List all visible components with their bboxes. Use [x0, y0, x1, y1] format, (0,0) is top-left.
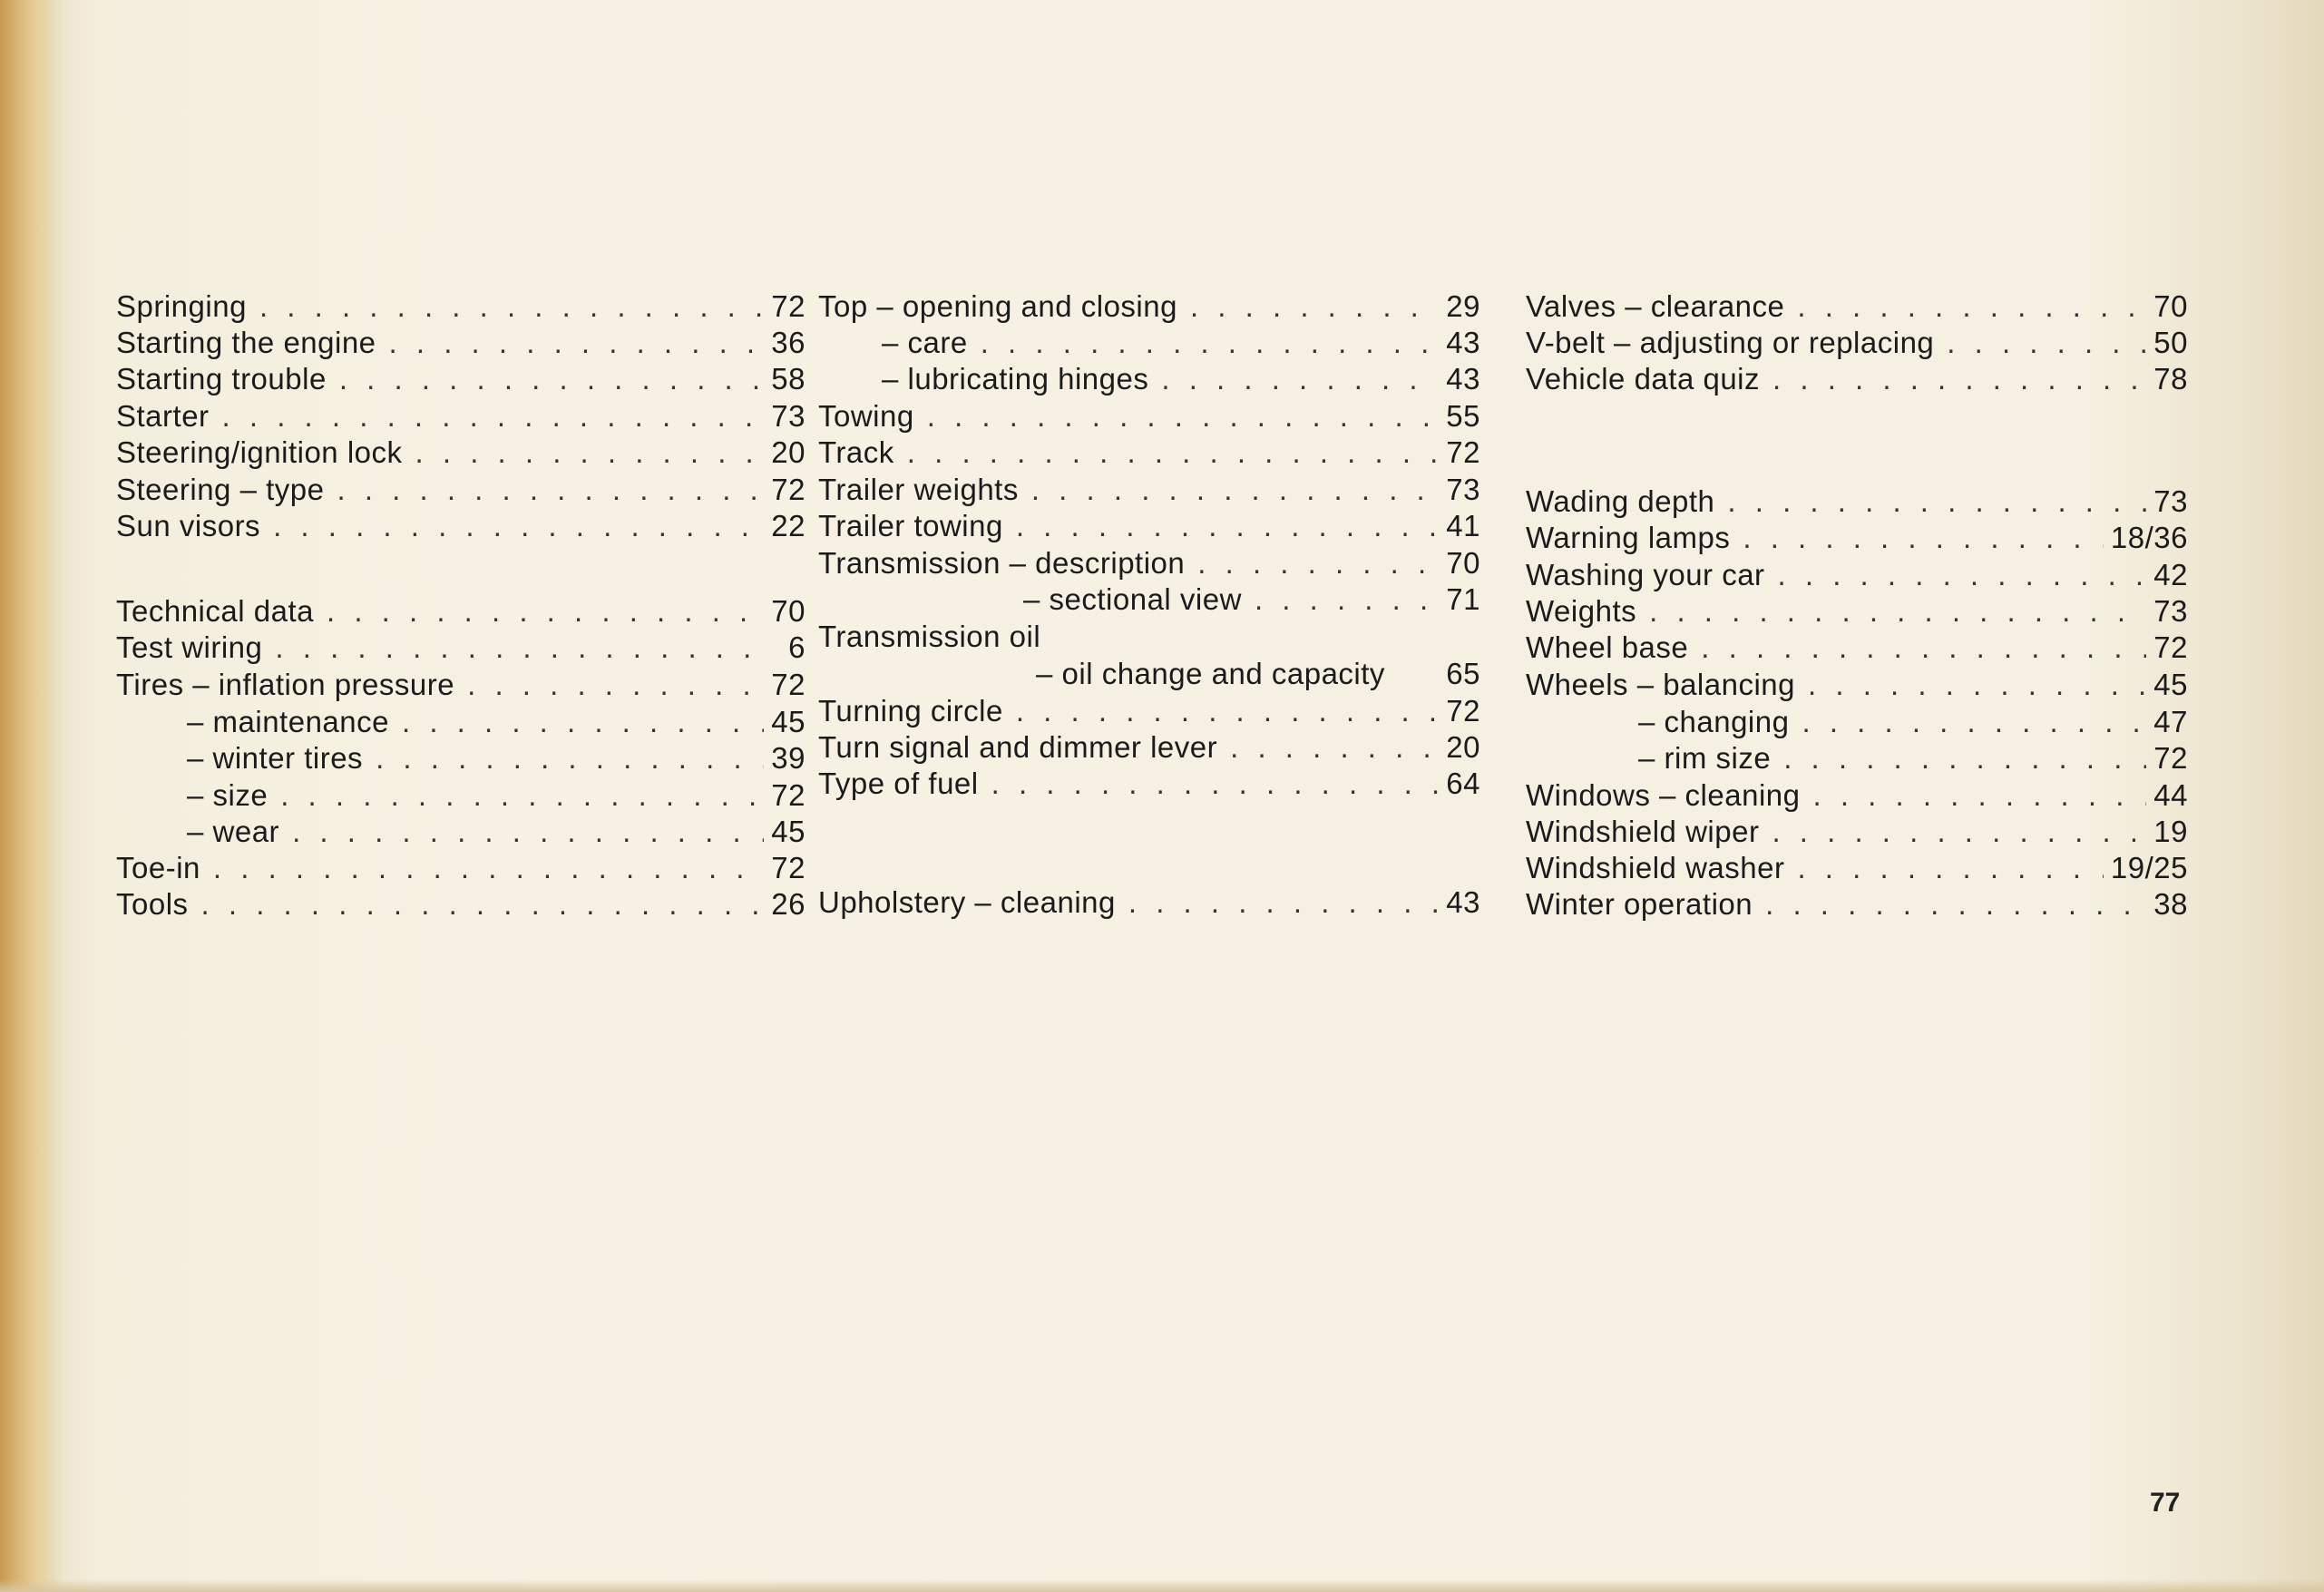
dot-leader [201, 886, 764, 923]
entry-label: Wheel base [1526, 630, 1689, 664]
dot-leader [1197, 545, 1439, 581]
entry-page: 70 [1446, 546, 1480, 580]
dot-leader [213, 850, 764, 886]
entry-label: – lubricating hinges [882, 362, 1149, 396]
index-entry [116, 630, 806, 666]
index-entry [1526, 850, 2188, 886]
index-entry [818, 435, 1480, 471]
index-entry [818, 288, 1480, 325]
dot-leader [415, 435, 764, 471]
index-entry [1526, 557, 2188, 593]
entry-page: 65 [1446, 657, 1480, 690]
entry-label: Windows – cleaning [1526, 778, 1801, 812]
entry-label: Toe-in [116, 851, 200, 884]
entry-label: – maintenance [187, 705, 389, 738]
index-entry [116, 435, 806, 471]
index-entry [1526, 740, 2188, 776]
index-entry [1526, 325, 2188, 361]
entry-label: Steering/ignition lock [116, 435, 403, 469]
index-entry [818, 361, 1480, 397]
index-entry [818, 581, 1480, 618]
index-entry [116, 886, 806, 923]
index-entry [116, 288, 806, 325]
entry-label: Transmission oil [818, 620, 1041, 653]
entry-label: – sectional view [1023, 582, 1242, 616]
dot-leader [1772, 814, 2146, 850]
dot-leader [1797, 850, 2103, 886]
entry-page: 36 [771, 326, 806, 359]
dot-leader [339, 361, 764, 397]
index-entry [818, 508, 1480, 544]
entry-page: 45 [2153, 668, 2188, 701]
dot-leader [927, 398, 1439, 435]
index-entry [116, 361, 806, 397]
entry-page: 19 [2153, 815, 2188, 848]
dot-leader [1813, 777, 2147, 814]
dot-leader [1947, 325, 2146, 361]
dot-leader [1649, 593, 2146, 630]
index-entry [116, 593, 806, 630]
dot-leader [1230, 729, 1439, 766]
entry-label: Springing [116, 289, 247, 323]
entry-label: – oil change and capacity [1036, 657, 1385, 690]
entry-page: 29 [1446, 289, 1480, 323]
dot-leader [1772, 361, 2146, 397]
dot-leader [280, 777, 764, 814]
index-entry [1526, 630, 2188, 666]
index-entry [1526, 520, 2188, 556]
dot-leader [327, 593, 764, 630]
dot-leader [1190, 288, 1439, 325]
entry-label: Vehicle data quiz [1526, 362, 1761, 396]
entry-label: – wear [187, 815, 280, 848]
entry-label: Towing [818, 399, 914, 433]
dot-leader [1255, 581, 1439, 618]
index-entry [818, 693, 1480, 729]
entry-page: 72 [2153, 741, 2188, 775]
entry-page: 73 [2153, 484, 2188, 518]
entry-label: Starting the engine [116, 326, 376, 359]
dot-leader [1808, 667, 2146, 703]
index-entry [1526, 704, 2188, 740]
dot-leader [337, 472, 764, 508]
dot-leader [402, 704, 764, 740]
entry-label: Tools [116, 887, 189, 921]
index-entry [818, 729, 1480, 766]
entry-label: Type of fuel [818, 767, 979, 800]
entry-label: – size [187, 778, 269, 812]
entry-label: Windshield washer [1526, 851, 1785, 884]
index-entry [116, 704, 806, 740]
entry-label: Starter [116, 399, 210, 433]
entry-label: Windshield wiper [1526, 815, 1760, 848]
dot-leader [259, 288, 764, 325]
entry-label: Trailer towing [818, 509, 1003, 542]
index-entry [116, 398, 806, 435]
index-entry [1526, 288, 2188, 325]
dot-leader [981, 325, 1439, 361]
entry-label: Top – opening and closing [818, 289, 1177, 323]
entry-page: 70 [771, 594, 806, 628]
index-entry [818, 656, 1480, 692]
entry-label: – rim size [1638, 741, 1772, 775]
entry-label: Track [818, 435, 894, 469]
dot-leader [1016, 693, 1439, 729]
index-entry [116, 472, 806, 508]
index-entry [116, 325, 806, 361]
index-entry [818, 545, 1480, 581]
entry-page: 78 [2153, 362, 2188, 396]
entry-page: 58 [771, 362, 806, 396]
entry-label: Washing your car [1526, 558, 1765, 591]
entry-page: 72 [771, 473, 806, 506]
index-entry [116, 508, 806, 544]
index-entry [116, 777, 806, 814]
entry-page: 18/36 [2110, 521, 2188, 554]
page-number: 77 [2150, 1488, 2181, 1518]
entry-page: 72 [771, 778, 806, 812]
dot-leader [1743, 520, 2104, 556]
index-entry [116, 814, 806, 850]
dot-leader [275, 630, 764, 666]
index-entry [818, 472, 1480, 508]
entry-label: Wheels – balancing [1526, 668, 1796, 701]
index-entry [1526, 593, 2188, 630]
index-entry [1526, 667, 2188, 703]
entry-label: Weights [1526, 594, 1637, 628]
entry-label: Test wiring [116, 630, 263, 664]
entry-label: Trailer weights [818, 473, 1019, 506]
entry-label: Turn signal and dimmer lever [818, 730, 1218, 764]
index-entry [116, 667, 806, 703]
dot-leader [1031, 472, 1439, 508]
entry-page: 22 [771, 509, 806, 542]
entry-page: 6 [788, 630, 806, 664]
dot-leader [467, 667, 764, 703]
entry-label: Technical data [116, 594, 314, 628]
dot-leader [991, 766, 1439, 802]
entry-label: Transmission – description [818, 546, 1186, 580]
entry-page: 43 [1446, 326, 1480, 359]
entry-label: Winter operation [1526, 887, 1753, 921]
dot-leader [1016, 508, 1439, 544]
entry-page: 72 [771, 289, 806, 323]
dot-leader [1128, 884, 1439, 921]
entry-label: Valves – clearance [1526, 289, 1785, 323]
entry-label: Wading depth [1526, 484, 1715, 518]
entry-label: – winter tires [187, 741, 364, 775]
entry-page: 70 [2153, 289, 2188, 323]
entry-label: V-belt – adjusting or replacing [1526, 326, 1935, 359]
dot-leader [1727, 483, 2146, 520]
entry-page: 73 [1446, 473, 1480, 506]
dot-leader [1161, 361, 1439, 397]
entry-page: 72 [771, 851, 806, 884]
entry-page: 45 [771, 815, 806, 848]
entry-page: 44 [2153, 778, 2188, 812]
entry-page: 64 [1446, 767, 1480, 800]
index-entry [818, 619, 1480, 655]
entry-page: 45 [771, 705, 806, 738]
entry-page: 72 [1446, 435, 1480, 469]
dot-leader [1797, 288, 2146, 325]
entry-page: 20 [771, 435, 806, 469]
dot-leader [1783, 740, 2146, 776]
entry-page: 73 [2153, 594, 2188, 628]
index-entry [1526, 777, 2188, 814]
entry-page: 43 [1446, 885, 1480, 919]
dot-leader [1701, 630, 2146, 666]
entry-page: 72 [2153, 630, 2188, 664]
entry-label: – changing [1638, 705, 1790, 738]
entry-page: 72 [1446, 694, 1480, 728]
index-entry [1526, 886, 2188, 923]
index-entry [818, 766, 1480, 802]
dot-leader [907, 435, 1439, 471]
entry-page: 47 [2153, 705, 2188, 738]
entry-label: Starting trouble [116, 362, 327, 396]
entry-page: 73 [771, 399, 806, 433]
dot-leader [1802, 704, 2146, 740]
entry-label: Sun visors [116, 509, 261, 542]
dot-leader [1778, 557, 2146, 593]
dot-leader [222, 398, 764, 435]
dot-leader [273, 508, 764, 544]
dot-leader [1765, 886, 2146, 923]
entry-label: Steering – type [116, 473, 325, 506]
entry-page: 20 [1446, 730, 1480, 764]
entry-label: Turning circle [818, 694, 1003, 728]
entry-page: 50 [2153, 326, 2188, 359]
index-entry [1526, 483, 2188, 520]
index-entry [116, 740, 806, 776]
page-bottom-edge [0, 1579, 2324, 1592]
entry-page: 71 [1446, 582, 1480, 616]
dot-leader [376, 740, 764, 776]
index-entry [818, 398, 1480, 435]
index-entry [818, 325, 1480, 361]
entry-label: Warning lamps [1526, 521, 1731, 554]
dot-leader [292, 814, 764, 850]
entry-page: 43 [1446, 362, 1480, 396]
entry-label: Tires – inflation pressure [116, 668, 455, 701]
entry-label: Upholstery – cleaning [818, 885, 1116, 919]
index-entry [1526, 361, 2188, 397]
index-entry [116, 850, 806, 886]
index-entry [818, 884, 1480, 921]
book-spine-shadow [0, 0, 63, 1592]
entry-page: 38 [2153, 887, 2188, 921]
entry-page: 42 [2153, 558, 2188, 591]
entry-page: 55 [1446, 399, 1480, 433]
entry-label: – care [882, 326, 968, 359]
entry-page: 19/25 [2110, 851, 2188, 884]
index-entry [1526, 814, 2188, 850]
entry-page: 26 [771, 887, 806, 921]
entry-page: 72 [771, 668, 806, 701]
dot-leader [389, 325, 764, 361]
entry-page: 39 [771, 741, 806, 775]
entry-page: 41 [1446, 509, 1480, 542]
